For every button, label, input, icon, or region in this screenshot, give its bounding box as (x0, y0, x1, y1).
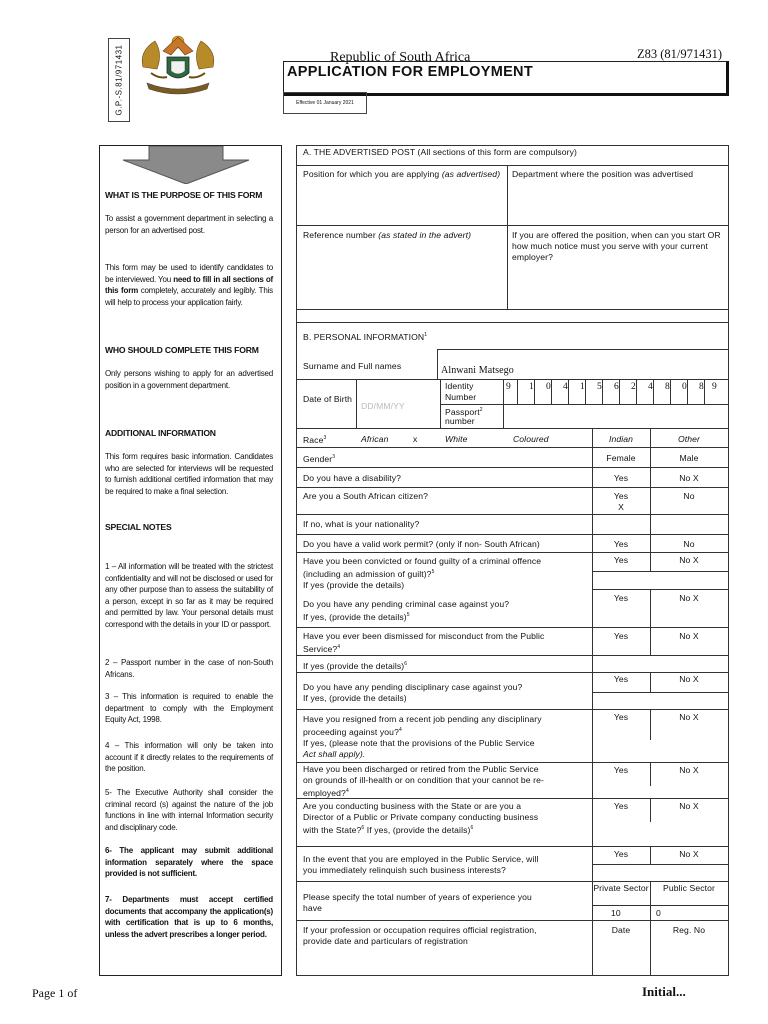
passport-label-2: number (445, 416, 475, 426)
dismissed-label: Have you ever been dismissed for misconduct from the Public Service?$^4$ (303, 631, 545, 654)
id-digit: 9 (712, 382, 717, 392)
discharged-yes[interactable]: Yes (613, 765, 629, 775)
note-4: 4 – This information will only be taken into account if it directly relates to the requirements of the position. (105, 741, 273, 774)
effective-date-box: Effective 01 January 2021 (283, 92, 367, 114)
id-digit: 4 (563, 382, 568, 392)
registration-date-label: Date (611, 925, 631, 935)
citizen-yes[interactable]: Yes (613, 491, 629, 501)
race-other[interactable]: Other (678, 434, 700, 444)
registration-number-label: Reg. No (672, 925, 706, 935)
convicted-yes[interactable]: Yes (613, 555, 629, 565)
dob-field[interactable]: DD/MM/YY (361, 401, 405, 411)
work-permit-yes[interactable]: Yes (613, 539, 629, 549)
citizen-yes-mark: X (618, 502, 624, 512)
position-input[interactable] (303, 193, 503, 223)
private-sector-label: Private Sector (593, 883, 649, 893)
who-heading: WHO SHOULD COMPLETE THIS FORM (105, 345, 259, 355)
section-a-title: A. THE ADVERTISED POST (All sections of this form are compulsory) (303, 147, 577, 157)
position-label: Position for which you are applying (as advertised) (303, 169, 501, 179)
additional-heading: ADDITIONAL INFORMATION (105, 428, 216, 438)
down-arrow-icon (111, 146, 261, 184)
business-label: Are you conducting business with the State or are you a Director of a Public or Private company conducting business with the State?$^6$ If yes, (provide the details)$^6$ (303, 801, 539, 835)
resigned-no-marked[interactable]: No X (679, 712, 699, 722)
discharged-no-marked[interactable]: No X (679, 765, 699, 775)
resigned-yes[interactable]: Yes (613, 712, 629, 722)
experience-label: Please specify the total number of years of experience you have (303, 892, 532, 913)
race-indian[interactable]: Indian (608, 434, 633, 444)
id-digit: 4 (648, 382, 653, 392)
surname-value[interactable]: Alnwani Matsego (441, 365, 514, 376)
registration-label: If your profession or occupation requires official registration, provide date and particulars of registration (303, 925, 537, 946)
pending-criminal-yes[interactable]: Yes (613, 593, 629, 603)
citizen-label: Are you a South African citizen? (303, 491, 429, 501)
page-number: Page 1 of (32, 986, 78, 1000)
citizen-no[interactable]: No (683, 491, 695, 501)
id-label: Identity Number (445, 381, 477, 402)
reference-label: Reference number (as stated in the advert) (303, 230, 472, 240)
note-3: 3 – This information is required to enable the department to comply with the Employment Equity Act, 1998. (105, 692, 273, 725)
work-permit-no[interactable]: No (683, 539, 695, 549)
nationality-label: If no, what is your nationality? (303, 519, 420, 529)
disability-yes[interactable]: Yes (613, 473, 629, 483)
pending-disciplinary-yes[interactable]: Yes (613, 674, 629, 684)
resigned-label: Have you resigned from a recent job pending any disciplinary proceeding against you?$^4$ If yes, (please note that the provisions of the Public Service Act shall apply). (303, 714, 542, 759)
id-digit: 8 (699, 382, 704, 392)
note-2: 2 – Passport number in the case of non-South Africans. (105, 658, 273, 679)
initial-field[interactable]: Initial... (642, 984, 686, 999)
note-5: 5- The Executive Authority shall consider the criminal record (s) against the nature of the job functions in line with internal Information security and disciplinary code. (105, 788, 273, 832)
convicted-label: Have you been convicted or found guilty of a criminal offence (including an admission of guilt)?$^5$ If yes (provide the details) (303, 556, 542, 590)
department-input[interactable] (512, 183, 726, 223)
dob-label: Date of Birth (303, 394, 353, 404)
dismissed-no-marked[interactable]: No X (679, 631, 699, 641)
department-label: Department where the position was advertised (512, 169, 694, 179)
pending-criminal-label: Do you have any pending criminal case against you? If yes, (provide the details)$^5$ (303, 599, 510, 622)
work-permit-label: Do you have a valid work permit? (only if non- South African) (303, 539, 540, 549)
id-digit: 2 (631, 382, 636, 392)
race-label: Race$^3$ (303, 434, 327, 445)
passport-input[interactable] (506, 406, 728, 427)
disability-no-marked[interactable]: No X (679, 473, 699, 483)
section-b-title: B. PERSONAL INFORMATION$^1$ (303, 331, 428, 342)
gender-male[interactable]: Male (679, 453, 699, 463)
relinquish-yes[interactable]: Yes (613, 849, 629, 859)
passport-label: Passport$^2$ (445, 406, 483, 417)
purpose-text: To assist a government department in selecting a person for an advertised post. (105, 214, 273, 235)
id-digit: 6 (614, 382, 619, 392)
form-title: APPLICATION FOR EMPLOYMENT (287, 64, 533, 80)
private-sector-years[interactable]: 10 (611, 908, 621, 918)
pending-disciplinary-label: Do you have any pending disciplinary case against you? If yes, (provide the details) (303, 682, 523, 703)
id-digit: 8 (665, 382, 670, 392)
discharged-label: Have you been discharged or retired from the Public Service on grounds of ill-health or on condition that your cannot be re- employed?$^4$ (303, 764, 544, 798)
race-african[interactable]: African (361, 434, 389, 444)
dismissed-yes[interactable]: Yes (613, 631, 629, 641)
special-notes-heading: SPECIAL NOTES (105, 522, 172, 532)
id-digit: 1 (580, 382, 585, 392)
note-6: 6- The applicant may submit additional information separately where the space provided is not sufficient. (105, 846, 273, 879)
reference-input[interactable] (303, 244, 503, 306)
pending-disciplinary-no-marked[interactable]: No X (679, 674, 699, 684)
additional-text: This form requires basic information. Candidates who are selected for interviews will be requested to furnish additional certified information that may be required to make a final selection. (105, 452, 273, 496)
race-african-mark: x (413, 434, 418, 444)
business-no-marked[interactable]: No X (679, 801, 699, 811)
surname-label: Surname and Full names (303, 361, 402, 371)
dismissed-details-label: If yes (provide the details)$^6$ (303, 660, 408, 671)
purpose-heading: WHAT IS THE PURPOSE OF THIS FORM (105, 190, 263, 200)
id-digit: 9 (506, 382, 511, 392)
who-text: Only persons wishing to apply for an advertised position in a government department. (105, 369, 273, 390)
republic-heading: Republic of South Africa (330, 50, 471, 65)
public-sector-label: Public Sector (663, 883, 715, 893)
pending-criminal-no-marked[interactable]: No X (679, 593, 699, 603)
id-digit: 5 (597, 382, 602, 392)
relinquish-label: In the event that you are employed in the Public Service, will you immediately relinquish such business interests? (303, 854, 539, 875)
public-sector-years[interactable]: 0 (656, 908, 661, 918)
convicted-no-marked[interactable]: No X (679, 555, 699, 565)
business-yes[interactable]: Yes (613, 801, 629, 811)
vertical-form-code: G.P.-S.81/971431 (108, 38, 130, 122)
note-1: 1 – All information will be treated with the strictest confidentiality and will not be disclosed or used for any other purpose than to assess the suitability of a person, except in so far as it may be required and permitted by law. Your personal details must correspond with the details in your ID or passport. (105, 562, 273, 629)
start-notice-input[interactable] (512, 268, 726, 306)
race-coloured[interactable]: Coloured (513, 434, 549, 444)
race-white[interactable]: White (445, 434, 468, 444)
nationality-input[interactable] (596, 516, 726, 533)
disability-label: Do you have a disability? (303, 473, 402, 483)
coat-of-arms-logo (133, 33, 223, 97)
gender-female[interactable]: Female (606, 453, 636, 463)
purpose-text-2: This form may be used to identify candidates to be interviewed. You need to fill in all sections of this form completely, accurately and legibly. This will help to process your application fairly. (105, 263, 274, 307)
start-notice-label: If you are offered the position, when can you start OR how much notice must you serve with your current employer? (512, 230, 721, 262)
id-digit: 1 (529, 382, 534, 392)
note-7: 7- Departments must accept certified documents that accompany the application(s) with certification that is up to 6 months, unless the advert prescribes a longer period. (105, 895, 273, 939)
gender-label: Gender$^3$ (303, 453, 336, 464)
form-code: Z83 (81/971431) (637, 47, 723, 61)
id-digit: 0 (546, 382, 551, 392)
id-digit: 0 (682, 382, 687, 392)
relinquish-no-marked[interactable]: No X (679, 849, 699, 859)
